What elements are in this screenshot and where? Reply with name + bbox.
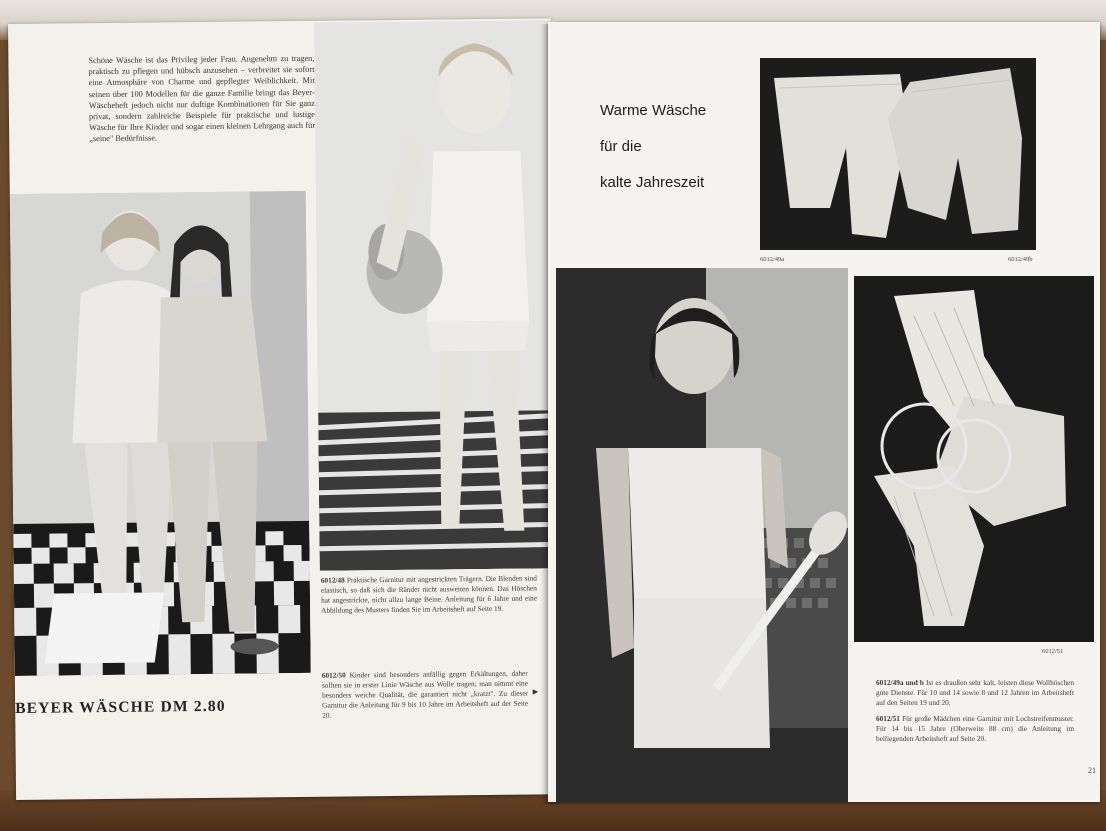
magazine-left-page	[8, 18, 559, 800]
code-6012-49b: 6012/49b	[1008, 256, 1033, 263]
magazine-right-page	[548, 22, 1100, 802]
caption-6012-49-text: Ist es draußen sehr kalt, leisten diese Wollhöschen gute Dienste. Für 10 und 14 sowie 8 und 12 Jahren im Arbeitsheft auf den Seiten 19 und 20.	[876, 678, 1074, 707]
code-6012-51: 6012/51	[1042, 648, 1064, 655]
intro-paragraph: Schöne Wäsche ist das Privileg jeder Frau. Angenehm zu tragen, praktisch zu pflegen und hübsch anzusehen – verbreitet sie sofort eine Atmosphäre von Charme und gepflegter Weiblichkeit. Mit seinen über 100 Modellen für die ganze Familie bringt das Beyer-Wäscheheft jedoch nicht nur duftige Kombinationen für Sie ganz privat, sondern zahlreiche Beispiele für praktische und lustige Wäsche für Ihre Kinder und sogar einen kleinen Lehrgang auch für „seine" Bedürfnisse.	[88, 53, 316, 144]
caption-6012-49	[876, 678, 1074, 708]
caption-6012-51-code: 6012/51	[876, 714, 900, 723]
caption-6012-48	[321, 573, 537, 615]
caption-6012-50-text: Kinder sind besonders anfällig gegen Erkältungen, daher sollten sie in erster Linie Wäsche aus Wolle tragen; man nimmt eine besonders weiche Qualität, die garantiert nicht „kratzt". Zu dieser Garnitur die Anleitung für 9 bis 10 Jahre im Arbeitsheft auf der Seite 20.	[321, 668, 529, 720]
caption-6012-48-code: 6012/48	[320, 575, 345, 585]
caption-6012-51-text: Für große Mädchen eine Garnitur mit Lochstreifenmuster. Für 14 bis 15 Jahre (Oberweite 88 cm) die Anleitung im beiliegenden Arbeitsheft auf Seite 20.	[876, 714, 1074, 743]
caption-6012-49-code: 6012/49a und b	[876, 678, 924, 687]
headline-line-1: Warme Wäsche	[600, 102, 707, 119]
caption-6012-50-code: 6012/50	[321, 670, 346, 680]
headline-line-2: für die	[600, 138, 642, 155]
code-6012-49a: 6012/49a	[760, 256, 785, 263]
headline-line-3: kalte Jahreszeit	[600, 174, 705, 191]
photo-girl-with-brush	[556, 268, 848, 802]
caption-6012-48-text: Praktische Garnitur mit angestrickten Trägern. Die Blenden sind elastisch, so daß sich die Ränder nicht ausweiten können. Das Höschen hat angestrickte, nicht allzu lange Beine. Anleitung für 6 Jahre und eine Abbildung des Musters finden Sie im Arbeitsheft auf Seite 19.	[320, 573, 538, 615]
photo-knitted-set	[854, 276, 1094, 642]
photo-knitted-shorts	[760, 58, 1036, 250]
page-number: 21	[1088, 766, 1096, 775]
brand-title: BEYER WÄSCHE DM 2.80	[15, 697, 226, 717]
photo-girls-pajamas	[10, 191, 311, 676]
caption-6012-51	[876, 714, 1074, 744]
arrow-marker: ►	[530, 686, 540, 697]
caption-6012-50	[322, 669, 529, 721]
photo-child-with-elephant	[314, 20, 562, 571]
